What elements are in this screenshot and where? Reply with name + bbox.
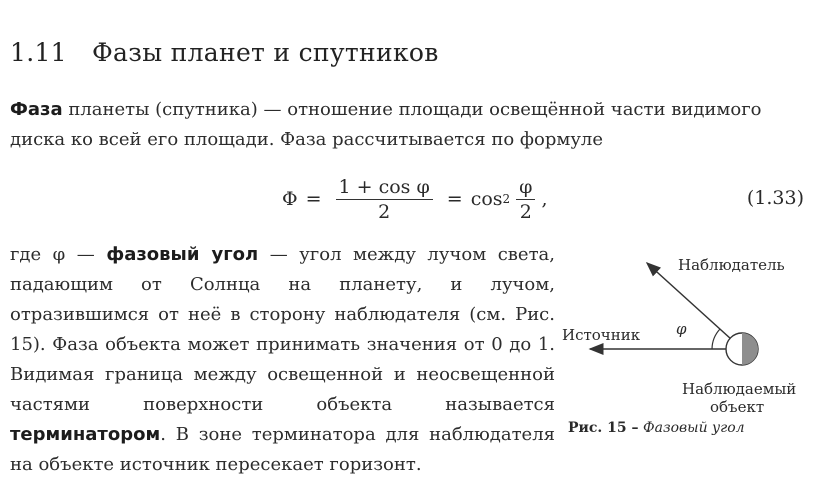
fraction-1-denominator: 2: [378, 200, 391, 223]
formula-fraction-2: [516, 175, 535, 224]
label-observer: Наблюдатель: [678, 256, 785, 274]
formula-equals-1: =: [305, 188, 322, 210]
formula-equals-2: =: [446, 188, 463, 210]
observer-ray: [647, 263, 742, 349]
section-heading: [10, 38, 439, 67]
body-text-1: где φ —: [10, 244, 107, 265]
label-object-line-1: Наблюдаемый: [682, 380, 797, 398]
body-paragraph: [10, 240, 555, 480]
label-source: Источник: [562, 326, 641, 344]
fraction-2-numerator: φ: [519, 175, 533, 198]
definition-paragraph: [10, 95, 820, 155]
definition-text: планеты (спутника) — отношение площади освещённой части видимого диска ко всей его площади. Фаза рассчитывается по формуле: [10, 99, 762, 150]
term-terminator: терминатором: [10, 424, 161, 445]
formula-power: 2: [502, 192, 511, 206]
body-text-3: . В зоне терминатора для наблюдателя на объекте источник пересекает горизонт.: [10, 424, 555, 475]
formula-cos: cos: [470, 188, 503, 210]
section-title: Фазы планет и спутников: [92, 38, 439, 67]
formula-fraction-1: [336, 175, 433, 224]
term-phase-angle: фазовый угол: [106, 244, 259, 265]
section-number: 1.11: [10, 38, 67, 67]
body-text-2: — угол между лучом света, падающим от Солнца на планету, и лучом, отразившимся от неё в сторону наблюдателя (см. Рис. 15). Фаза объекта может принимать значения от 0 до 1. Видимая граница между освещенной и неосвещенной частями поверхности объекта называется: [10, 244, 555, 415]
formula-lhs: Φ: [282, 188, 298, 210]
label-object-line-2: объект: [710, 398, 765, 416]
angle-arc: [712, 329, 720, 349]
fraction-1-numerator: 1 + cos φ: [338, 175, 430, 198]
equation-number: (1.33): [746, 187, 804, 209]
label-angle: φ: [676, 320, 687, 338]
caption-text: Фазовый угол: [643, 420, 745, 436]
term-phase: Фаза: [10, 99, 63, 120]
caption-lead: Рис. 15 –: [568, 420, 639, 436]
figure-caption: [568, 420, 745, 436]
phase-formula: [282, 168, 548, 230]
formula-comma: ,: [541, 188, 548, 210]
object-shadowed-half: [742, 333, 758, 365]
fraction-2-denominator: 2: [519, 200, 532, 223]
